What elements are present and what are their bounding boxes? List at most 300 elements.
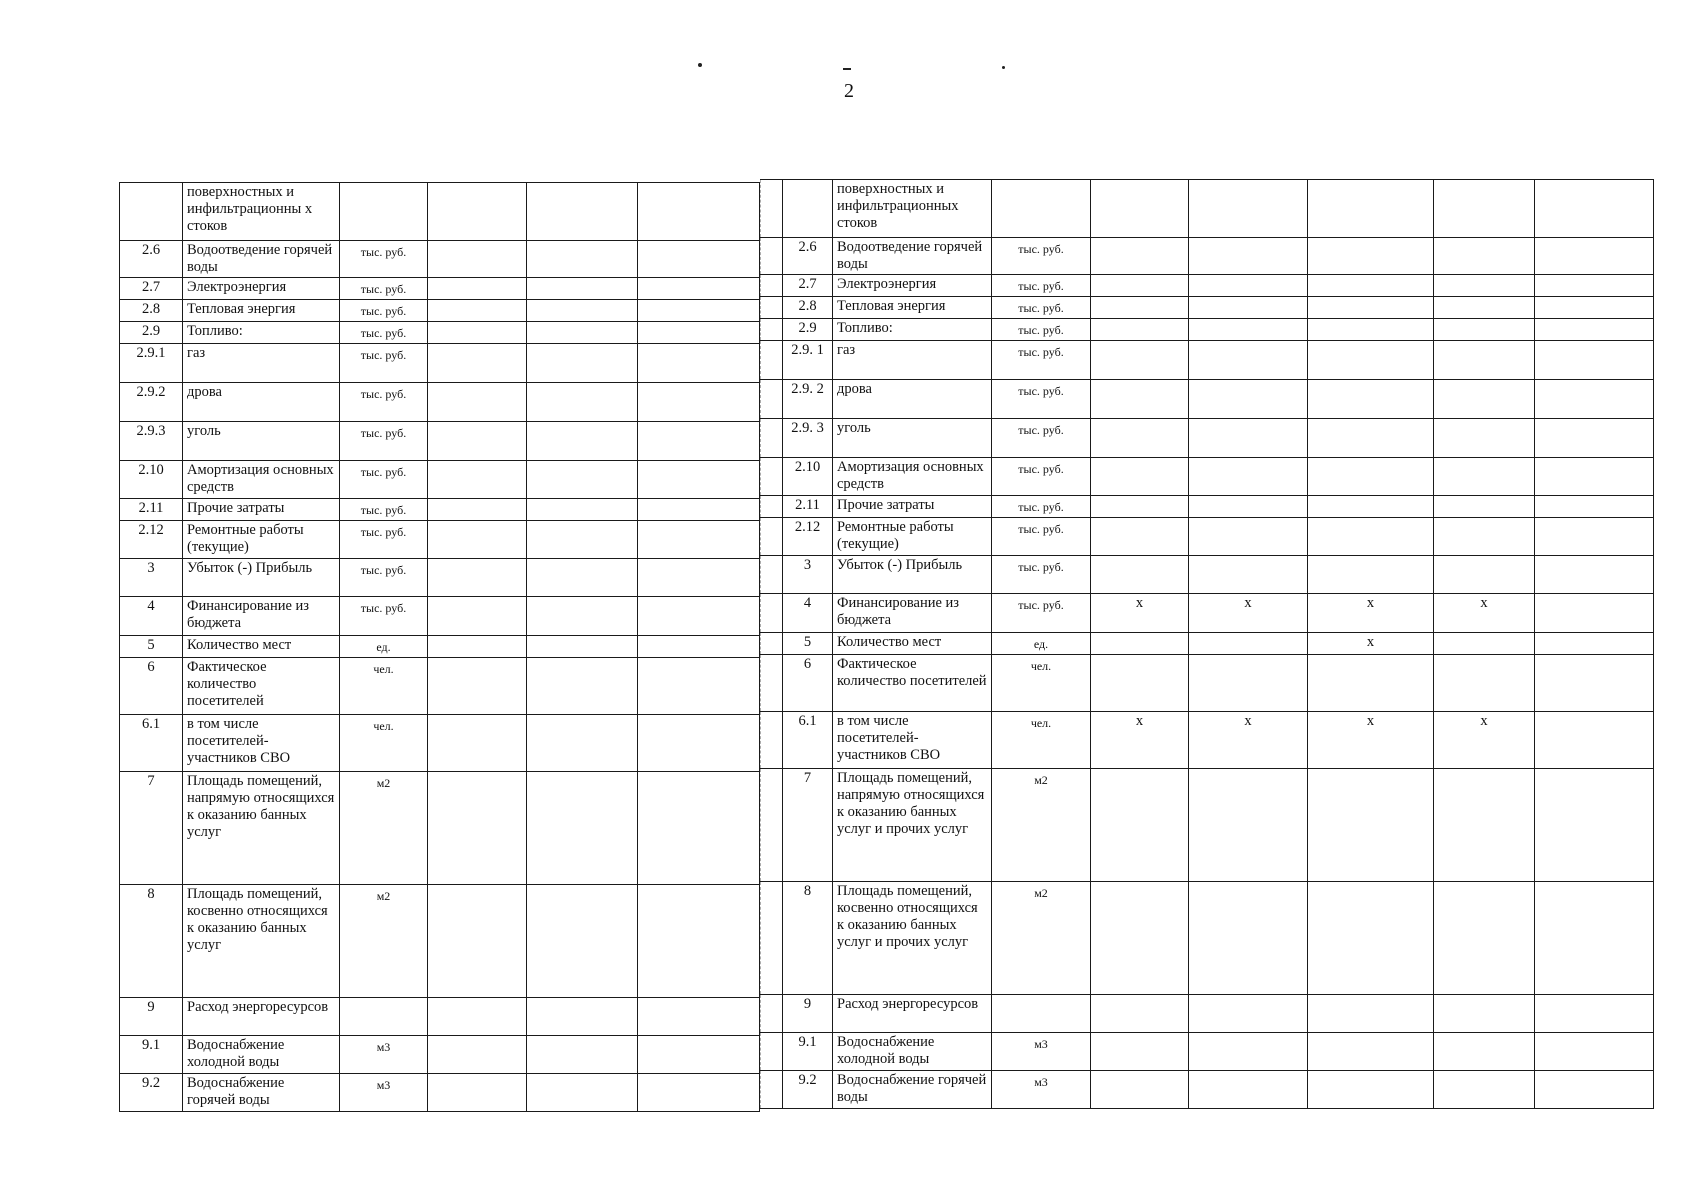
binding-gap-cell [761,1033,783,1071]
row-unit: тыс. руб. [340,422,428,461]
value-cell [527,461,638,499]
mark-cell [1091,380,1189,419]
table-row [120,499,760,521]
row-number: 6.1 [120,715,183,772]
row-number: 2.6 [120,241,183,278]
row-name: дрова [833,380,992,419]
table-row [761,594,1654,633]
row-name: Электроэнергия [833,275,992,297]
row-unit: м3 [992,1033,1091,1071]
row-unit: м3 [340,1074,428,1112]
value-cell [527,885,638,998]
table-row [761,633,1654,655]
row-unit [340,998,428,1036]
value-cell [428,998,527,1036]
row-unit: тыс. руб. [340,521,428,559]
row-number: 6 [120,658,183,715]
value-cell [428,521,527,559]
value-cell [428,499,527,521]
row-name: Амортизация основных средств [833,458,992,496]
row-unit: ед. [992,633,1091,655]
value-cell [428,636,527,658]
mark-cell [1189,319,1308,341]
value-cell [428,461,527,499]
mark-cell [1189,769,1308,882]
scan-speck [1002,66,1005,69]
row-number: 2.8 [783,297,833,319]
binding-gap-cell [761,275,783,297]
row-name: Убыток (-) Прибыль [833,556,992,594]
mark-cell [1434,882,1535,995]
mark-cell [1434,1071,1535,1109]
row-number: 9.2 [120,1074,183,1112]
row-unit [340,183,428,241]
value-cell [527,422,638,461]
mark-cell [1434,633,1535,655]
mark-cell [1535,297,1654,319]
mark-cell [1091,180,1189,238]
mark-cell: х [1189,594,1308,633]
mark-cell [1091,655,1189,712]
row-number: 2.12 [783,518,833,556]
row-unit: тыс. руб. [992,518,1091,556]
row-name: Топливо: [833,319,992,341]
row-name: Финансирование из бюджета [183,597,340,636]
value-cell [428,322,527,344]
mark-cell [1189,238,1308,275]
mark-cell [1535,458,1654,496]
row-name: Количество мест [183,636,340,658]
value-cell [638,300,760,322]
row-name: Площадь помещений, напрямую относящихся к оказанию банных услуг [183,772,340,885]
row-number: 5 [783,633,833,655]
value-cell [638,461,760,499]
value-cell [638,636,760,658]
row-number [783,180,833,238]
mark-cell [1535,594,1654,633]
row-unit: тыс. руб. [992,238,1091,275]
row-name: Расход энергоресурсов [833,995,992,1033]
row-number: 4 [120,597,183,636]
table-row [120,559,760,597]
mark-cell [1189,556,1308,594]
row-name: дрова [183,383,340,422]
table-row [120,772,760,885]
value-cell [428,241,527,278]
row-unit: тыс. руб. [992,297,1091,319]
row-unit: тыс. руб. [340,383,428,422]
row-name: Тепловая энергия [833,297,992,319]
mark-cell [1535,319,1654,341]
row-name: Водоснабжение холодной воды [833,1033,992,1071]
mark-cell [1091,633,1189,655]
value-cell [527,1074,638,1112]
right-data-table [760,179,1654,1109]
row-name: Количество мест [833,633,992,655]
row-name: Площадь помещений, косвенно относящихся к оказанию банных услуг и прочих услуг [833,882,992,995]
right-table-body [761,180,1654,1109]
mark-cell [1091,556,1189,594]
row-number: 2.9. 1 [783,341,833,380]
value-cell [428,300,527,322]
mark-cell [1535,180,1654,238]
table-row [761,769,1654,882]
value-cell [638,715,760,772]
row-name: уголь [183,422,340,461]
row-unit: тыс. руб. [992,556,1091,594]
value-cell [527,597,638,636]
value-cell [428,1036,527,1074]
mark-cell [1308,995,1434,1033]
table-row [761,995,1654,1033]
value-cell [638,344,760,383]
row-name: Электроэнергия [183,278,340,300]
row-number: 8 [120,885,183,998]
binding-gap-cell [761,380,783,419]
value-cell [638,998,760,1036]
table-row [761,556,1654,594]
mark-cell [1091,496,1189,518]
mark-cell [1189,458,1308,496]
binding-gap-cell [761,419,783,458]
row-number: 2.11 [783,496,833,518]
row-name: Финансирование из бюджета [833,594,992,633]
row-unit: тыс. руб. [340,322,428,344]
mark-cell [1434,341,1535,380]
row-unit: чел. [992,712,1091,769]
row-name: Тепловая энергия [183,300,340,322]
mark-cell [1308,556,1434,594]
mark-cell [1535,518,1654,556]
row-name: Водоснабжение горячей воды [183,1074,340,1112]
table-row [120,278,760,300]
binding-gap-cell [761,594,783,633]
table-row [761,341,1654,380]
row-unit: ед. [340,636,428,658]
value-cell [527,658,638,715]
scan-speck [843,68,851,70]
mark-cell [1308,655,1434,712]
mark-cell [1091,518,1189,556]
row-unit [992,180,1091,238]
value-cell [638,278,760,300]
row-number: 2.9.3 [120,422,183,461]
value-cell [638,559,760,597]
mark-cell: х [1308,712,1434,769]
row-name: Водоснабжение холодной воды [183,1036,340,1074]
left-table-body [120,183,760,1112]
value-cell [527,322,638,344]
table-row [761,1033,1654,1071]
row-name: Ремонтные работы (текущие) [833,518,992,556]
value-cell [638,183,760,241]
row-unit: чел. [992,655,1091,712]
mark-cell [1189,341,1308,380]
binding-gap-cell [761,655,783,712]
row-unit: м2 [340,772,428,885]
row-number: 3 [783,556,833,594]
binding-gap-cell [761,297,783,319]
row-unit: тыс. руб. [992,380,1091,419]
mark-cell [1189,655,1308,712]
value-cell [527,499,638,521]
mark-cell [1308,458,1434,496]
row-number: 7 [120,772,183,885]
mark-cell [1535,655,1654,712]
mark-cell [1189,1033,1308,1071]
table-row [761,458,1654,496]
row-unit: м3 [992,1071,1091,1109]
row-unit: тыс. руб. [340,559,428,597]
mark-cell [1091,341,1189,380]
mark-cell [1308,275,1434,297]
mark-cell [1535,882,1654,995]
mark-cell [1189,180,1308,238]
table-row [761,275,1654,297]
mark-cell [1434,380,1535,419]
mark-cell [1308,1033,1434,1071]
mark-cell [1308,238,1434,275]
value-cell [428,383,527,422]
table-row [120,300,760,322]
binding-gap-cell [761,769,783,882]
row-name: поверхностных и инфильтрационных стоков [833,180,992,238]
mark-cell [1535,712,1654,769]
binding-gap-cell [761,319,783,341]
mark-cell [1535,238,1654,275]
row-number: 2.10 [120,461,183,499]
row-number: 2.11 [120,499,183,521]
mark-cell [1434,655,1535,712]
row-name: Ремонтные работы (текущие) [183,521,340,559]
row-number: 2.6 [783,238,833,275]
mark-cell: х [1434,594,1535,633]
mark-cell [1434,518,1535,556]
row-number: 2.8 [120,300,183,322]
value-cell [527,772,638,885]
mark-cell [1535,419,1654,458]
mark-cell [1434,995,1535,1033]
row-name: в том числе посетителей-участников СВО [833,712,992,769]
mark-cell [1308,180,1434,238]
row-number: 2.12 [120,521,183,559]
row-number: 7 [783,769,833,882]
page-number: 2 [844,80,854,102]
value-cell [638,322,760,344]
mark-cell [1308,518,1434,556]
mark-cell [1535,769,1654,882]
mark-cell [1091,1071,1189,1109]
mark-cell [1189,1071,1308,1109]
binding-gap-cell [761,633,783,655]
mark-cell [1308,419,1434,458]
row-number: 2.9.1 [120,344,183,383]
value-cell [428,597,527,636]
mark-cell [1308,297,1434,319]
row-unit: тыс. руб. [992,275,1091,297]
mark-cell: х [1189,712,1308,769]
mark-cell [1434,419,1535,458]
value-cell [638,772,760,885]
table-row [120,1074,760,1112]
mark-cell [1308,496,1434,518]
value-cell [527,998,638,1036]
mark-cell: х [1308,594,1434,633]
row-unit: м2 [992,882,1091,995]
binding-gap-cell [761,496,783,518]
mark-cell [1091,275,1189,297]
mark-cell: х [1091,712,1189,769]
table-row [761,180,1654,238]
value-cell [638,1074,760,1112]
table-row [120,183,760,241]
table-row [761,518,1654,556]
mark-cell [1434,319,1535,341]
row-number: 2.7 [120,278,183,300]
mark-cell [1091,995,1189,1033]
value-cell [527,521,638,559]
row-name: Топливо: [183,322,340,344]
mark-cell [1308,882,1434,995]
mark-cell [1308,769,1434,882]
row-name: Водоснабжение горячей воды [833,1071,992,1109]
row-number: 4 [783,594,833,633]
mark-cell [1308,380,1434,419]
table-row [120,344,760,383]
mark-cell [1189,518,1308,556]
mark-cell [1434,275,1535,297]
mark-cell [1434,180,1535,238]
mark-cell [1189,419,1308,458]
value-cell [527,183,638,241]
row-number: 5 [120,636,183,658]
row-number: 9 [783,995,833,1033]
row-name: Водоотведение горячей воды [833,238,992,275]
row-number: 3 [120,559,183,597]
row-name: Прочие затраты [183,499,340,521]
value-cell [527,636,638,658]
table-row [761,419,1654,458]
value-cell [428,344,527,383]
value-cell [638,422,760,461]
table-row [761,1071,1654,1109]
row-number: 8 [783,882,833,995]
mark-cell [1535,633,1654,655]
row-unit: чел. [340,658,428,715]
mark-cell: х [1434,712,1535,769]
row-name: Амортизация основных средств [183,461,340,499]
table-row [120,658,760,715]
mark-cell [1189,882,1308,995]
row-unit: тыс. руб. [340,344,428,383]
row-unit: тыс. руб. [340,597,428,636]
binding-gap-cell [761,341,783,380]
row-number: 6.1 [783,712,833,769]
mark-cell: х [1308,633,1434,655]
row-name: Расход энергоресурсов [183,998,340,1036]
mark-cell [1434,496,1535,518]
table-row [120,241,760,278]
table-row [120,521,760,559]
value-cell [428,422,527,461]
mark-cell [1434,769,1535,882]
mark-cell [1091,769,1189,882]
row-unit: тыс. руб. [340,499,428,521]
binding-gap-cell [761,180,783,238]
mark-cell [1535,341,1654,380]
row-name: Площадь помещений, косвенно относящихся к оказанию банных услуг [183,885,340,998]
row-number [120,183,183,241]
value-cell [428,885,527,998]
row-number: 9.1 [783,1033,833,1071]
row-number: 2.9. 3 [783,419,833,458]
mark-cell [1091,297,1189,319]
table-row [120,636,760,658]
mark-cell [1535,380,1654,419]
row-number: 9 [120,998,183,1036]
value-cell [527,1036,638,1074]
value-cell [527,241,638,278]
table-row [120,715,760,772]
row-number: 9.2 [783,1071,833,1109]
mark-cell [1535,275,1654,297]
mark-cell [1189,297,1308,319]
mark-cell [1189,380,1308,419]
table-row [120,422,760,461]
row-number: 2.7 [783,275,833,297]
mark-cell [1091,882,1189,995]
value-cell [527,278,638,300]
binding-gap-cell [761,1071,783,1109]
binding-gap-cell [761,518,783,556]
row-number: 9.1 [120,1036,183,1074]
table-row [761,712,1654,769]
row-name: Фактическое количество посетителей [833,655,992,712]
binding-gap-cell [761,995,783,1033]
value-cell [428,183,527,241]
value-cell [638,885,760,998]
scan-speck [698,63,702,67]
row-number: 2.9 [783,319,833,341]
value-cell [527,344,638,383]
table-row [120,1036,760,1074]
mark-cell [1535,496,1654,518]
binding-gap-cell [761,882,783,995]
table-row [120,597,760,636]
mark-cell [1434,458,1535,496]
row-unit: м2 [340,885,428,998]
value-cell [428,772,527,885]
value-cell [638,1036,760,1074]
table-row [120,885,760,998]
value-cell [527,383,638,422]
table-row [761,882,1654,995]
mark-cell [1091,238,1189,275]
binding-gap-cell [761,556,783,594]
table-row [761,319,1654,341]
row-number: 2.9.2 [120,383,183,422]
row-name: Убыток (-) Прибыль [183,559,340,597]
table-row [120,998,760,1036]
row-name: в том числе посетителей-участников СВО [183,715,340,772]
row-unit [992,995,1091,1033]
row-unit: тыс. руб. [992,458,1091,496]
value-cell [638,521,760,559]
table-row [120,322,760,344]
mark-cell [1434,1033,1535,1071]
table-row [761,297,1654,319]
left-data-table [119,182,760,1112]
